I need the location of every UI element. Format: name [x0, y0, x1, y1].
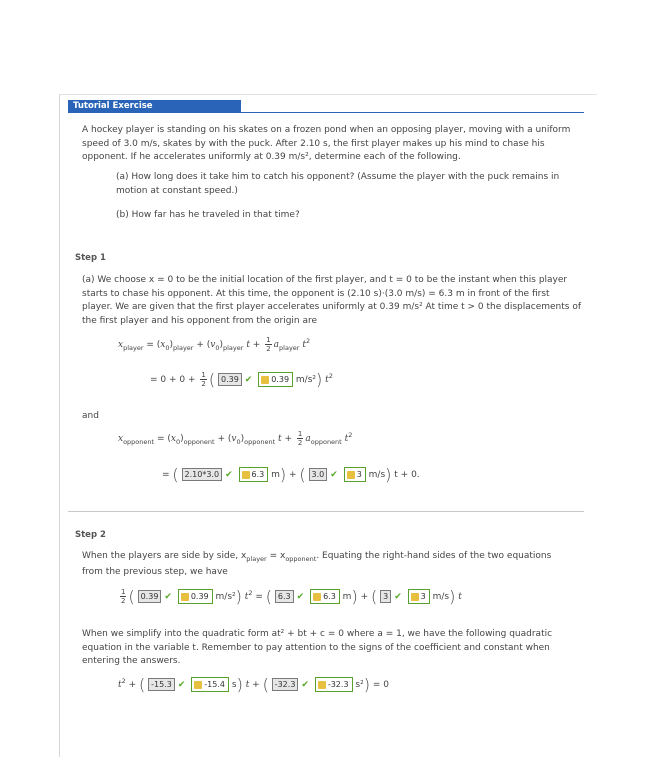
step2-pos-answer: 6.3 — [310, 589, 340, 604]
step2-accel-input[interactable]: 0.39 — [138, 590, 162, 603]
check-icon: ✔ — [296, 591, 305, 602]
step-1-text — [82, 274, 581, 328]
opponent-position-substituted: = ( 2.10*3.0 ✔ 6.3 m) + ( 3.0 ✔ 3 m/s) t + 0. — [162, 465, 420, 484]
step2-pos-input[interactable]: 6.3 — [275, 590, 294, 603]
quad-b-answer: -15.4 — [191, 677, 229, 692]
quadratic-equation: $t^2$ + ( -15.3 ✔ -15.4 s) t + ( -32.3 ✔ -32.3 s²) = 0 — [118, 675, 389, 694]
quadratic-line-1: When we simplify into the quadratic form at² + bt + c = 0 where a = 1, we have the following quadratic — [82, 629, 553, 639]
key-icon — [347, 471, 355, 479]
check-icon: ✔ — [330, 469, 338, 480]
step1-velocity-answer: 3 — [344, 467, 366, 482]
quadratic-text — [82, 628, 552, 669]
check-icon: ✔ — [177, 679, 186, 690]
step2-velocity-unit: m/s — [432, 592, 450, 602]
opponent-position-equation: $x_{opponent} = (x_0)_{opponent} + (v_0)_{opponent}$ t + $\frac{1}{2}$ $a_{opponent}$ $t^2$ — [118, 430, 353, 447]
problem-line-2: speed of 3.0 m/s, skates by with the puck. After 2.10 s, the first player makes up his mind to chase his — [82, 138, 545, 149]
part-b: (b) How far has he traveled in that time? — [116, 210, 300, 220]
player-position-substituted: = 0 + 0 + $\frac{1}{2}$ ( 0.39 ✔ 0.39 m/s²) $t^2$ — [150, 370, 333, 389]
key-icon — [194, 681, 202, 689]
step-1-line-1: (a) We choose x = 0 to be the initial location of the first player, and t = 0 to be the instant when this player — [82, 275, 568, 285]
key-icon — [181, 593, 189, 601]
step-1-label: Step 1 — [75, 253, 106, 263]
check-icon: ✔ — [301, 679, 309, 690]
step2-velocity-answer: 3 — [408, 589, 430, 604]
pos-unit: m — [271, 470, 280, 480]
step1-velocity-input[interactable]: 3.0 — [309, 468, 328, 481]
step-2-label: Step 2 — [75, 530, 106, 540]
step1-initial-pos-input[interactable]: 2.10*3.0 — [182, 468, 223, 481]
side-by-side-equation: $\frac{1}{2}$ ( 0.39 ✔ 0.39 m/s²) $t^2$ = ( 6.3 ✔ 6.3 m) + ( 3 ✔ 3 m/s) t — [121, 587, 462, 606]
key-icon — [411, 593, 419, 601]
step-1-line-4: the first player and his opponent from the origin are — [82, 315, 318, 326]
step-1-line-2: starts to chase his opponent. At this time, the opponent is (2.10 s)·(3.0 m/s) = 6.3 m in front of the first — [82, 288, 550, 299]
header-underline — [236, 112, 584, 113]
step-2-text: When the players are side by side, $x_{player} = x_{opponent}$. Equating the right-hand sides of the two equations from the previous step, we have — [82, 550, 551, 580]
step1-accel-answer: 0.39 — [258, 372, 293, 387]
step1-initial-pos-answer: 6.3 — [239, 467, 269, 482]
key-icon — [313, 593, 321, 601]
accel-unit: m/s² — [295, 375, 317, 385]
and-label: and — [82, 411, 99, 421]
quad-b-input[interactable]: -15.3 — [148, 678, 175, 691]
check-icon: ✔ — [225, 469, 233, 480]
key-icon — [242, 471, 250, 479]
check-icon: ✔ — [164, 591, 172, 602]
key-icon — [261, 376, 269, 384]
eq2-tail: t + 0. — [394, 470, 420, 480]
step2-velocity-input[interactable]: 3 — [380, 590, 391, 603]
part-a-line-1: (a) How long does it take him to catch his opponent? (Assume the player with the puck remains in — [116, 172, 560, 182]
step-divider — [68, 511, 584, 512]
check-icon: ✔ — [244, 374, 253, 385]
step1-accel-input[interactable]: 0.39 — [218, 373, 242, 386]
step-1-line-3: player. We are given that the first player accelerates uniformly at 0.39 m/s² At time t > 0 the displacements of — [82, 302, 582, 312]
step2-pos-unit: m — [342, 592, 352, 602]
quadratic-line-3: entering the answers. — [82, 656, 181, 666]
quad-b-unit: s — [231, 680, 237, 690]
quad-c-answer: -32.3 — [315, 677, 353, 692]
quad-c-unit: s² — [355, 680, 364, 690]
problem-text — [82, 124, 570, 165]
step2-accel-answer: 0.39 — [178, 589, 213, 604]
part-a-line-2: motion at constant speed.) — [116, 185, 238, 196]
problem-line-1: A hockey player is standing on his skates on a frozen pond when an opposing player, moving with a uniform — [82, 125, 571, 135]
tutorial-header: Tutorial Exercise — [68, 100, 241, 113]
quad-tail: = 0 — [372, 680, 389, 690]
check-icon: ✔ — [394, 591, 402, 602]
player-position-equation: $x_{player} = (x_0)_{player} + (v_0)_{player}$ t + $\frac{1}{2}$ $a_{player}$ $t^2$ — [118, 336, 311, 353]
velocity-unit: m/s — [368, 470, 386, 480]
step2-accel-unit: m/s² — [215, 592, 236, 602]
part-a — [116, 171, 559, 198]
quadratic-line-2: equation in the variable t. Remember to pay attention to the signs of the coefficient and constant when — [82, 642, 550, 653]
step-2-line-2: from the previous step, we have — [82, 567, 228, 578]
quad-c-input[interactable]: -32.3 — [272, 678, 299, 691]
problem-line-3: opponent. If he accelerates uniformly at 0.39 m/s², determine each of the following. — [82, 152, 461, 162]
key-icon — [318, 681, 326, 689]
